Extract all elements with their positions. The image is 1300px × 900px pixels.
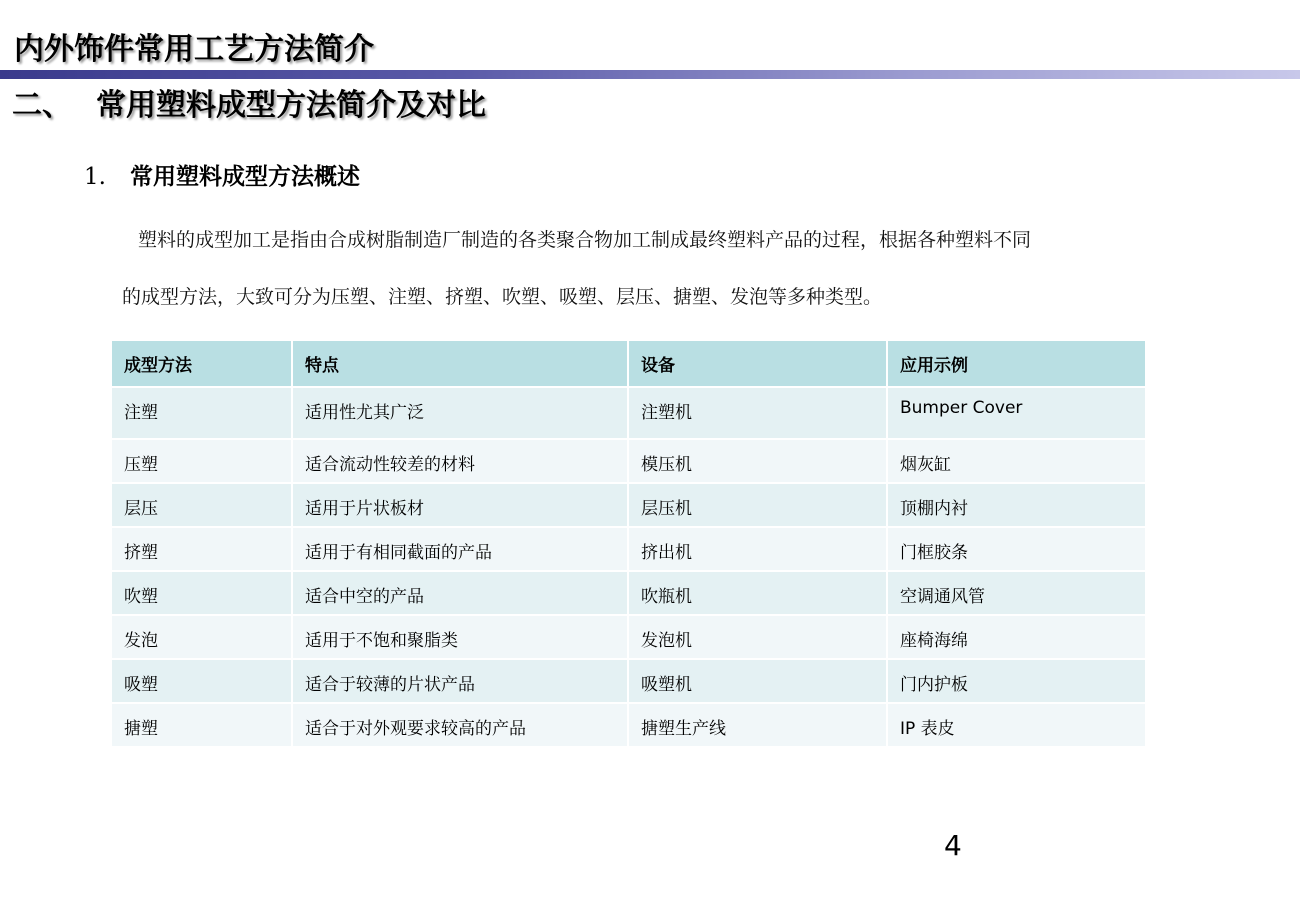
table-cell-equipment: 层压机 <box>628 483 887 527</box>
table-cell-equipment: 模压机 <box>628 439 887 483</box>
table-cell-equipment: 发泡机 <box>628 615 887 659</box>
table-cell-example: IP 表皮 <box>887 703 1146 747</box>
table-cell-feature: 适用于片状板材 <box>292 483 628 527</box>
table-cell-feature: 适合流动性较差的材料 <box>292 439 628 483</box>
table-cell-equipment: 注塑机 <box>628 387 887 439</box>
table-cell-example: 烟灰缸 <box>887 439 1146 483</box>
table-cell-method: 搪塑 <box>112 703 292 747</box>
subsection-title: 常用塑料成型方法概述 <box>130 164 360 190</box>
table-cell-feature: 适合于较薄的片状产品 <box>292 659 628 703</box>
table-cell-method: 发泡 <box>112 615 292 659</box>
table-cell-equipment: 吹瓶机 <box>628 571 887 615</box>
table-cell-feature: 适合中空的产品 <box>292 571 628 615</box>
intro-line-1: 塑料的成型加工是指由合成树脂制造厂制造的各类聚合物加工制成最终塑料产品的过程，根据各种塑料不同 <box>138 229 1032 251</box>
table-cell-method: 注塑 <box>112 387 292 439</box>
table-cell-method: 层压 <box>112 483 292 527</box>
column-header-feature: 特点 <box>292 341 628 387</box>
table-cell-method: 吹塑 <box>112 571 292 615</box>
table-cell-example: 空调通风管 <box>887 571 1146 615</box>
table-cell-equipment: 挤出机 <box>628 527 887 571</box>
subsection-heading <box>84 160 360 194</box>
table-row <box>112 527 1146 571</box>
column-header-method: 成型方法 <box>112 341 292 387</box>
column-header-equipment: 设备 <box>628 341 887 387</box>
table-row <box>112 571 1146 615</box>
table-cell-example: Bumper Cover <box>887 387 1146 439</box>
header-gradient-bar <box>0 70 1300 79</box>
table-cell-equipment: 吸塑机 <box>628 659 887 703</box>
table-cell-method: 压塑 <box>112 439 292 483</box>
table-cell-feature: 适用性尤其广泛 <box>292 387 628 439</box>
table-cell-method: 吸塑 <box>112 659 292 703</box>
table-row <box>112 439 1146 483</box>
table-row <box>112 703 1146 747</box>
section-number: 二、 <box>12 88 72 123</box>
intro-line-2: 的成型方法，大致可分为压塑、注塑、挤塑、吹塑、吸塑、层压、搪塑、发泡等多种类型。 <box>122 286 883 308</box>
table-cell-example: 门内护板 <box>887 659 1146 703</box>
intro-paragraph <box>122 212 1252 326</box>
column-header-example: 应用示例 <box>887 341 1146 387</box>
table-cell-feature: 适合于对外观要求较高的产品 <box>292 703 628 747</box>
table-cell-feature: 适用于有相同截面的产品 <box>292 527 628 571</box>
table-cell-example: 顶棚内衬 <box>887 483 1146 527</box>
table-row <box>112 615 1146 659</box>
table-cell-feature: 适用于不饱和聚脂类 <box>292 615 628 659</box>
table-row <box>112 483 1146 527</box>
table-cell-equipment: 搪塑生产线 <box>628 703 887 747</box>
table-header-row <box>112 341 1146 387</box>
table-cell-example: 门框胶条 <box>887 527 1146 571</box>
section-title: 常用塑料成型方法简介及对比 <box>96 88 486 123</box>
subsection-number: 1. <box>84 164 106 190</box>
table-cell-method: 挤塑 <box>112 527 292 571</box>
table-row <box>112 387 1146 439</box>
slide-header-title: 内外饰件常用工艺方法简介 <box>14 32 374 67</box>
page-number: 4 <box>944 829 962 862</box>
section-heading <box>12 86 486 126</box>
table-cell-example: 座椅海绵 <box>887 615 1146 659</box>
molding-methods-table <box>112 341 1147 748</box>
table-row <box>112 659 1146 703</box>
